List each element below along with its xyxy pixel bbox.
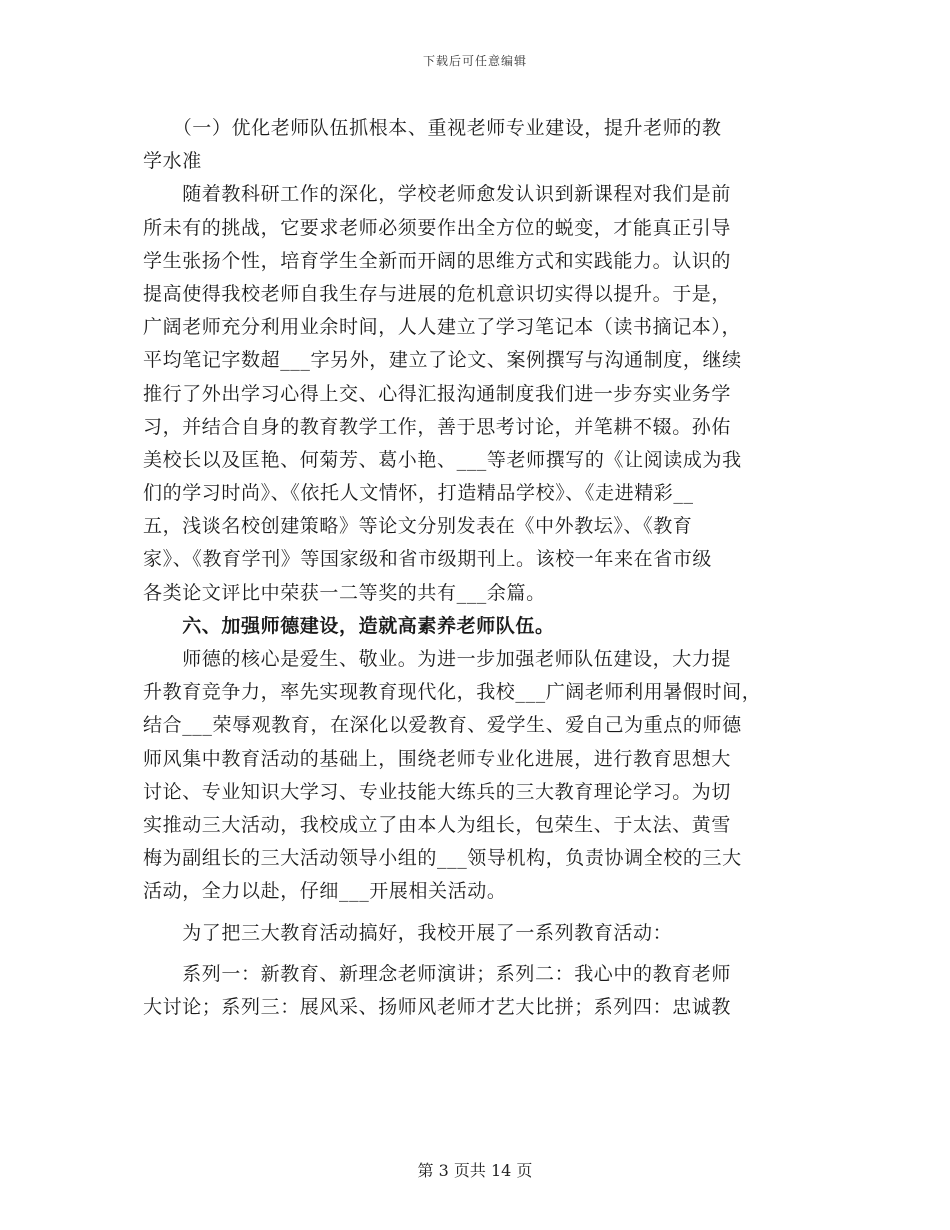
paragraph-spacer: [143, 909, 813, 917]
body-text-line: 讨论、专业知识大学习、专业技能大练兵的三大教育理论学习。为切: [143, 780, 732, 803]
body-text-line: 家》、《教育学刊》等国家级和省市级期刊上。该校一年来在省市级: [143, 548, 713, 571]
body-text-line: 学水准: [143, 150, 202, 173]
body-text-line: 们的学习时尚》、《依托人文情怀，打造精品学校》、《走进精彩__: [143, 482, 694, 505]
body-text-line: 学生张扬个性，培育学生全新而开阔的思维方式和实践能力。认识的: [143, 249, 732, 272]
body-text-line: 所未有的挑战，它要求老师必须要作出全方位的蜕变，才能真正引导: [143, 216, 732, 239]
section-heading-line: 六、加强师德建设，造就高素养老师队伍。: [143, 614, 555, 637]
body-text-line: （一）优化老师队伍抓根本、重视老师专业建设，提升老师的教: [143, 117, 722, 139]
body-text-line: 提高使得我校老师自我生存与进展的危机意识切实得以提升。于是，: [143, 282, 732, 305]
body-text-line: 大讨论；系列三：展风采、扬师风老师才艺大比拼；系列四：忠诚教: [143, 995, 732, 1018]
body-text-line: 梅为副组长的三大活动领导小组的___领导机构，负责协调全校的三大: [143, 847, 742, 870]
page-footer: 第 3 页共 14 页: [417, 1161, 533, 1180]
body-text-line: 广阔老师充分利用业余时间，人人建立了学习笔记本（读书摘记本），: [143, 316, 742, 339]
body-text-line: 各类论文评比中荣获一二等奖的共有___余篇。: [143, 581, 546, 604]
body-text-line: 实推动三大活动，我校成立了由本人为组长，包荣生、于太法、黄雪: [143, 813, 732, 836]
body-text-line: 升教育竞争力，率先实现教育现代化，我校___广阔老师利用暑假时间，: [143, 681, 762, 704]
document-body: [143, 112, 813, 1024]
body-text-line: 活动，全力以赴，仔细___开展相关活动。: [143, 880, 507, 903]
paragraph-spacer: [143, 950, 813, 958]
body-text-line: 习，并结合自身的教育教学工作，善于思考讨论，并笔耕不辍。孙佑: [143, 415, 732, 438]
page-header: 下载后可任意编辑: [422, 54, 527, 68]
body-text-line: 平均笔记字数超___字另外，建立了论文、案例撰写与沟通制度，继续: [143, 349, 742, 372]
body-text-line: 系列一：新教育、新理念老师演讲；系列二：我心中的教育老师: [143, 962, 732, 985]
body-text-line: 师风集中教育活动的基础上，围绕老师专业化进展，进行教育思想大: [143, 747, 732, 770]
body-text-line: 五，浅谈名校创建策略》等论文分别发表在《中外教坛》、《教育: [143, 515, 693, 538]
body-text-line: 随着教科研工作的深化，学校老师愈发认识到新课程对我们是前: [143, 183, 732, 206]
body-text-line: 结合___荣辱观教育，在深化以爱教育、爱学生、爱自己为重点的师德: [143, 714, 742, 737]
body-text-line: 师德的核心是爱生、敬业。为进一步加强老师队伍建设，大力提: [143, 648, 732, 670]
body-text-line: 美校长以及匡艳、何菊芳、葛小艳、___等老师撰写的《让阅读成为我: [143, 448, 742, 471]
body-text-line: 推行了外出学习心得上交、心得汇报沟通制度我们进一步夯实业务学: [143, 382, 732, 405]
body-text-line: 为了把三大教育活动搞好，我校开展了一系列教育活动：: [143, 921, 673, 944]
